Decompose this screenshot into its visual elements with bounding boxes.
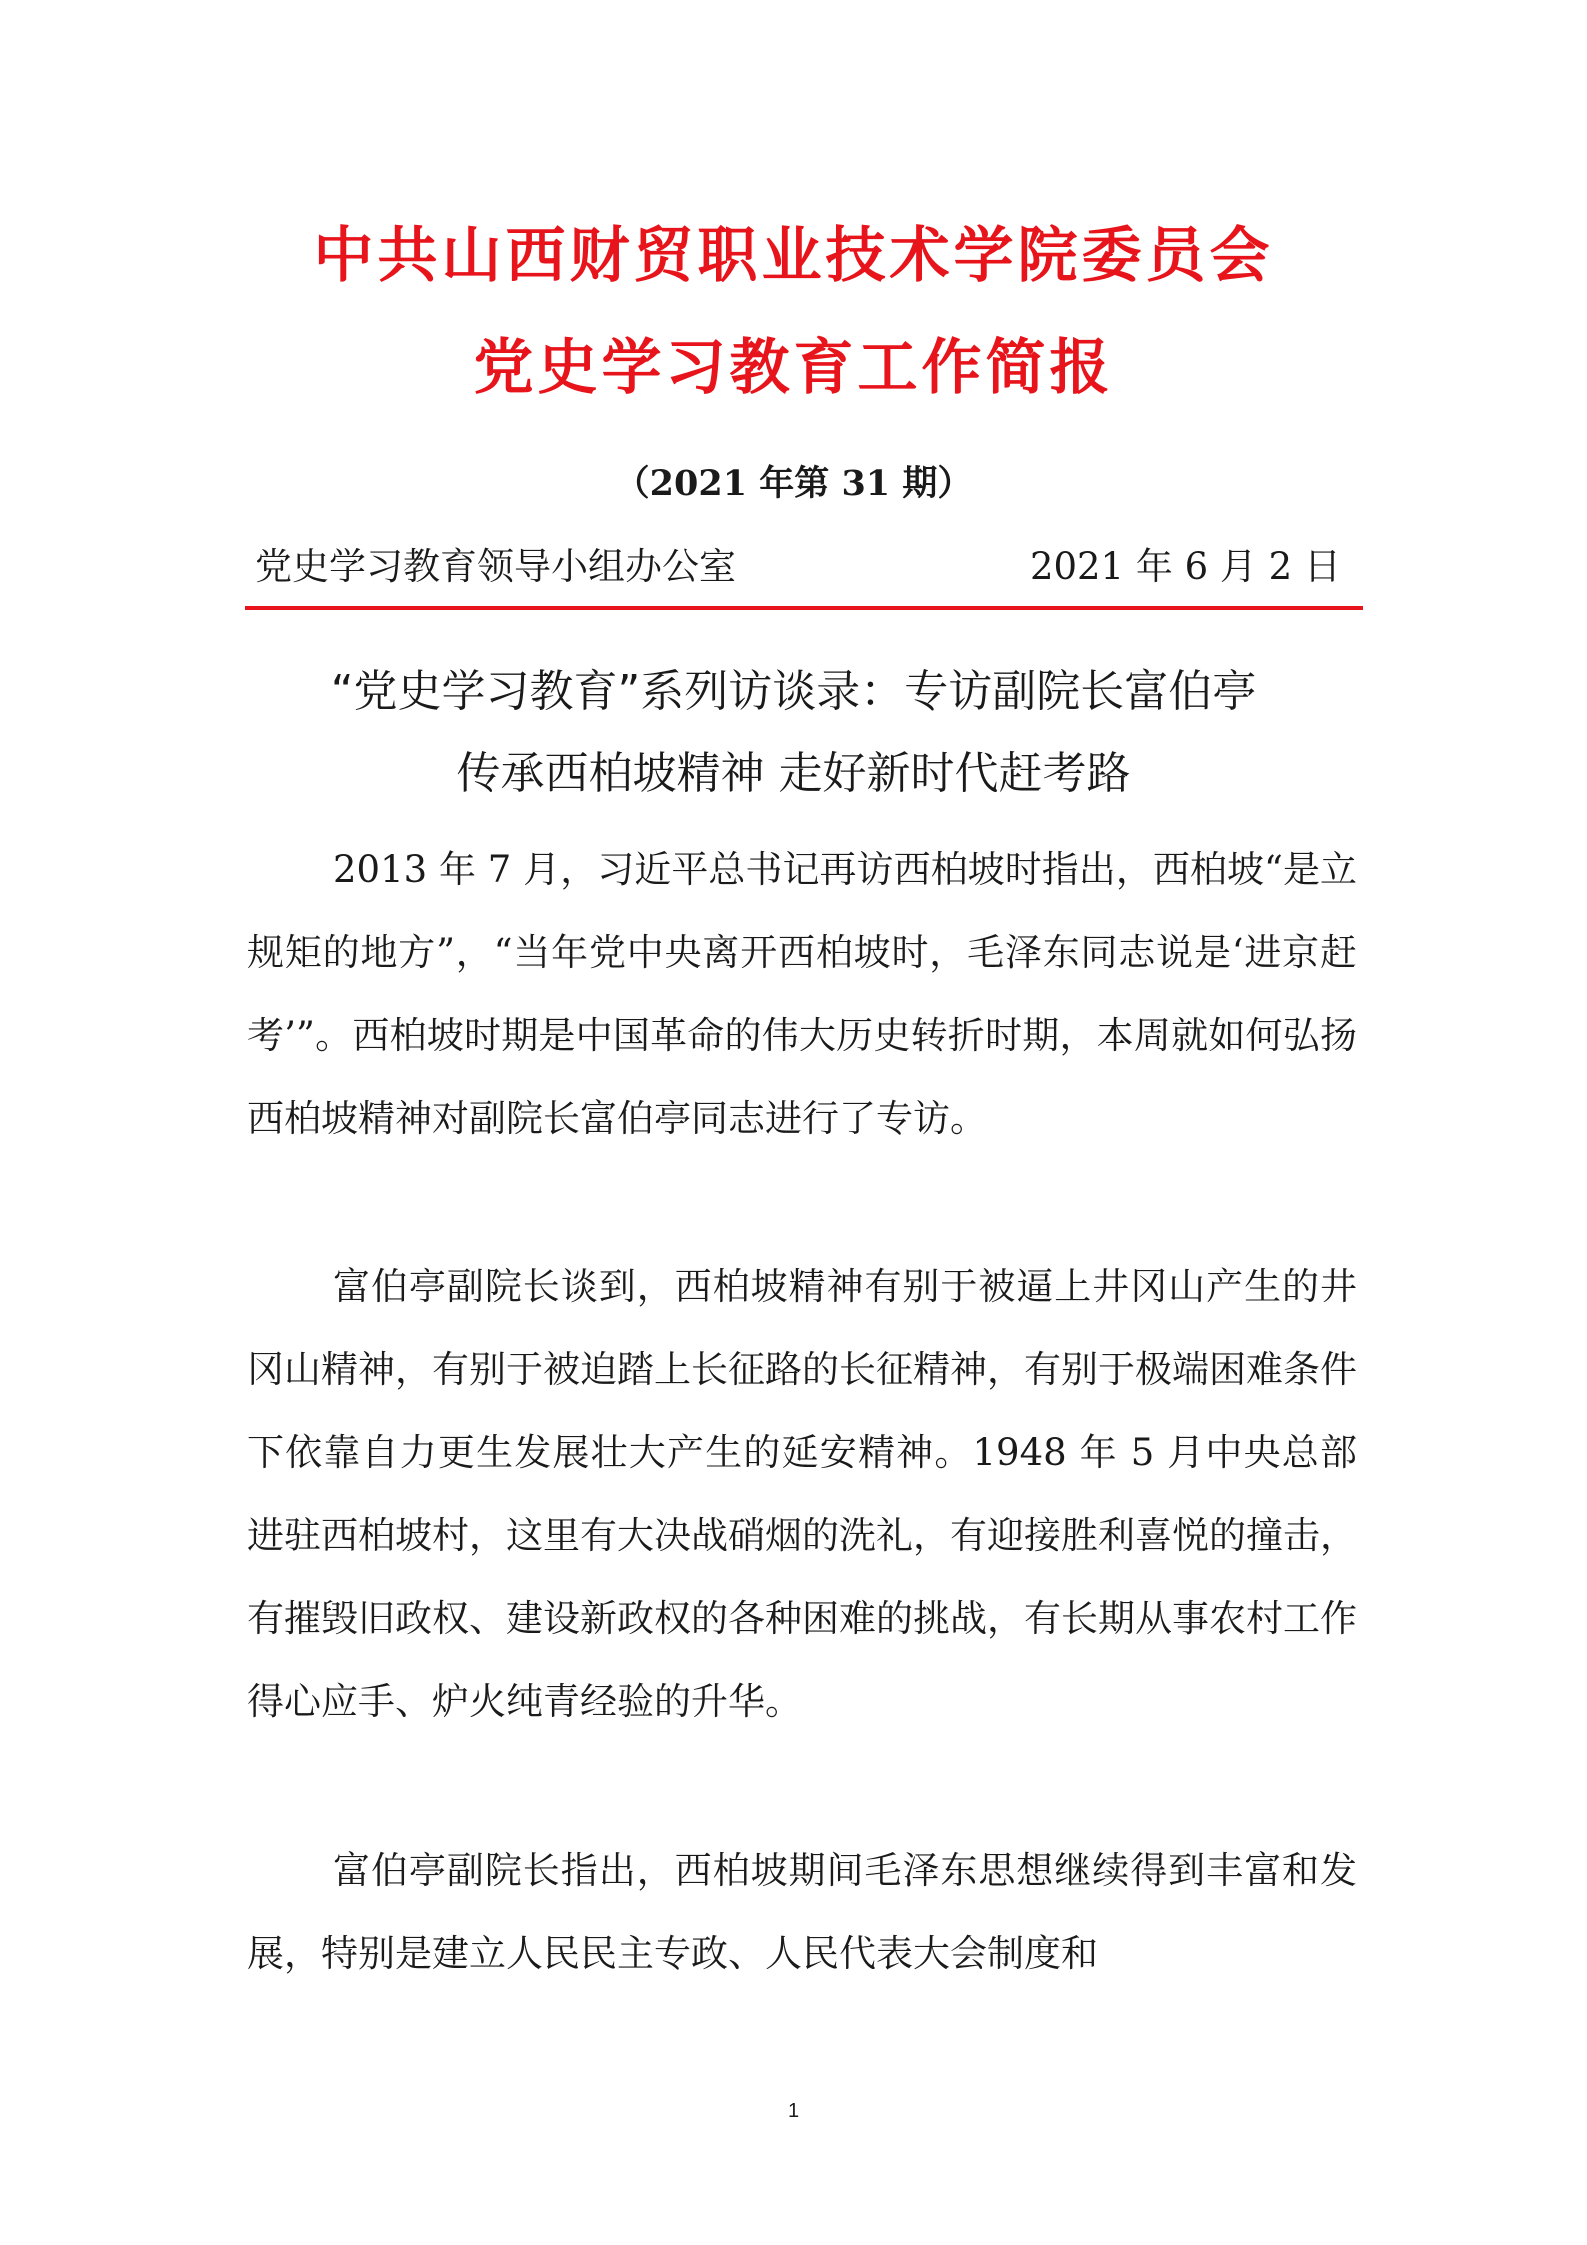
article-paragraph-2 bbox=[247, 1245, 1357, 1743]
paragraph-text: 富伯亭副院长指出，西柏坡期间毛泽东思想继续得到丰富和发展，特别是建立人民民主专政、人民代表大会制度和 bbox=[247, 1849, 1357, 1975]
issue-number: （2021 年第 31 期） bbox=[614, 463, 973, 504]
paragraph-text: 2013 年 7 月，习近平总书记再访西柏坡时指出，西柏坡“是立规矩的地方”，“当年党中央离开西柏坡时，毛泽东同志说是‘进京赶考’”。西柏坡时期是中国革命的伟大历史转折时期，本周就如何弘扬西柏坡精神对副院长富伯亭同志进行了专访。 bbox=[247, 848, 1357, 1140]
article-title-line1: “党史学习教育”系列访谈录：专访副院长富伯亭 bbox=[330, 666, 1257, 717]
red-divider-rule bbox=[245, 606, 1363, 610]
article-paragraph-3 bbox=[247, 1829, 1357, 1995]
page-number: 1 bbox=[787, 2100, 800, 2122]
article-paragraph-1 bbox=[247, 828, 1357, 1160]
issue-date: 2021 年 6 月 2 日 bbox=[1029, 545, 1341, 588]
masthead-title-line1: 中共山西财贸职业技术学院委员会 bbox=[313, 221, 1274, 291]
masthead-title-line2: 党史学习教育工作简报 bbox=[473, 333, 1114, 403]
article-title-line2: 传承西柏坡精神 走好新时代赶考路 bbox=[456, 748, 1131, 799]
paragraph-text: 富伯亭副院长谈到，西柏坡精神有别于被逼上井冈山产生的井冈山精神，有别于被迫踏上长征路的长征精神，有别于极端困难条件下依靠自力更生发展壮大产生的延安精神。1948 年 5 月中央总部进驻西柏坡村，这里有大决战硝烟的洗礼，有迎接胜利喜悦的撞击，有摧毁旧政权、建设新政权的各种困难的挑战，有长期从事农村工作得心应手、炉火纯青经验的升华。 bbox=[247, 1265, 1357, 1723]
issuing-office: 党史学习教育领导小组办公室 bbox=[255, 545, 736, 588]
